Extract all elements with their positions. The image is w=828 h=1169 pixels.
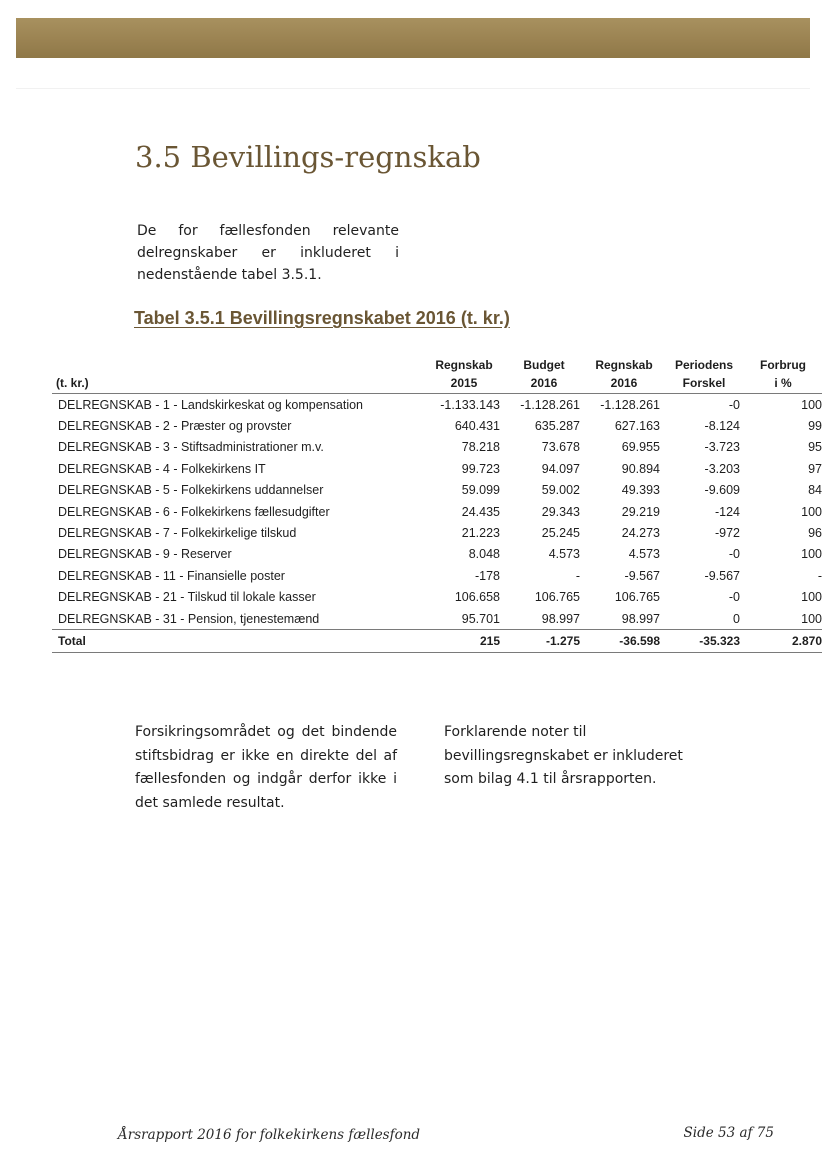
cell-forbrug: 99 [808,419,822,434]
cell-forskel: -9.609 [704,483,740,498]
row-label: DELREGNSKAB - 3 - Stiftsadministrationer m.v. [58,440,324,455]
header-unit-label: (t. kr.) [52,372,424,394]
cell-budget-2016: 29.343 [541,504,580,519]
cell-forbrug: 96 [808,526,822,541]
cell-budget-2016: -1.128.261 [520,397,580,412]
cell-forbrug: 97 [808,461,822,476]
header-forskel-line2: Forskel [664,372,744,394]
cell-regnskab-2015: 59.099 [461,483,500,498]
row-label: DELREGNSKAB - 11 - Finansielle poster [58,568,285,583]
header-forskel-line1: Periodens [674,358,734,372]
cell-regnskab-2015: 24.435 [461,504,500,519]
total-forskel: -35.323 [664,630,744,653]
cell-forbrug: 84 [808,483,822,498]
cell-budget-2016: 106.765 [534,590,580,605]
header-divider [16,88,810,89]
cell-regnskab-2015: -178 [474,568,500,583]
cell-forskel: -3.203 [704,461,740,476]
cell-forskel: -3.723 [704,440,740,455]
cell-regnskab-2015: 99.723 [461,461,500,476]
cell-regnskab-2016: -1.128.261 [600,397,660,412]
cell-budget-2016: 4.573 [548,547,580,562]
header-forbrug-line2: i % [744,372,822,394]
table-row [52,458,822,479]
total-regnskab-2016: -36.598 [584,630,664,653]
row-label: DELREGNSKAB - 31 - Pension, tjenestemænd [52,608,424,630]
cell-regnskab-2015: 95.701 [424,608,504,630]
table-row [52,565,822,586]
cell-regnskab-2015: 21.223 [461,526,500,541]
header-forbrug-line1: Forbrug [760,358,806,372]
table-row [52,522,822,543]
cell-budget-2016: - [575,568,580,583]
cell-regnskab-2016: 49.393 [621,483,660,498]
cell-regnskab-2015: 8.048 [468,547,500,562]
cell-regnskab-2016: 98.997 [584,608,664,630]
cell-forskel: -8.124 [704,419,740,434]
cell-budget-2016: 25.245 [541,526,580,541]
header-band [16,18,810,58]
cell-forskel: -9.567 [704,568,740,583]
row-label: DELREGNSKAB - 1 - Landskirkeskat og kompensation [58,397,363,412]
table-row [52,587,822,608]
cell-regnskab-2016: 69.955 [621,440,660,455]
row-label: DELREGNSKAB - 6 - Folkekirkens fællesudgifter [58,504,330,519]
cell-forskel: -0 [728,397,740,412]
table-row [52,415,822,436]
cell-forskel: 0 [664,608,744,630]
table-row [52,501,822,522]
table-row [52,394,822,416]
cell-budget-2016: 59.002 [541,483,580,498]
total-budget-2016: -1.275 [504,630,584,653]
row-label: DELREGNSKAB - 5 - Folkekirkens uddannelser [58,483,324,498]
table-row [52,480,822,501]
cell-forskel: -124 [714,504,740,519]
table-row [52,437,822,458]
cell-forbrug: 100 [744,608,822,630]
header-row-2 [52,372,822,394]
cell-regnskab-2016: 4.573 [628,547,660,562]
cell-regnskab-2016: 106.765 [614,590,660,605]
header-budget-2016-line2: 2016 [504,372,584,394]
cell-budget-2016: 94.097 [541,461,580,476]
header-row-1 [52,350,822,372]
cell-budget-2016: 73.678 [541,440,580,455]
cell-forskel: -0 [728,590,740,605]
cell-forbrug: - [817,568,822,583]
row-label: DELREGNSKAB - 9 - Reserver [58,547,232,562]
total-row [52,630,822,653]
cell-forskel: -0 [728,547,740,562]
intro-paragraph: De for fællesfonden relevante delregnskaber er inkluderet i nedenstående tabel 3.5.1. [137,223,399,283]
cell-budget-2016: 98.997 [504,608,584,630]
table-row [52,544,822,565]
table-caption: Tabel 3.5.1 Bevillingsregnskabet 2016 (t. kr.) [134,308,510,328]
cell-forbrug: 100 [801,504,822,519]
cell-forbrug: 100 [801,590,822,605]
section-title: 3.5 Bevillings-regnskab [135,140,481,174]
note-left-paragraph: Forsikringsområdet og det bindende stiftsbidrag er ikke en direkte del af fællesfonden og indgår derfor ikke i det samlede resultat. [135,724,397,811]
cell-budget-2016: 635.287 [534,419,580,434]
header-empty [52,350,424,372]
header-regnskab-2016-line1: Regnskab [595,358,653,372]
row-label: DELREGNSKAB - 7 - Folkekirkelige tilskud [58,526,297,541]
cell-forskel: -972 [714,526,740,541]
cell-regnskab-2016: 29.219 [621,504,660,519]
cell-regnskab-2016: 90.894 [621,461,660,476]
total-regnskab-2015: 215 [424,630,504,653]
total-label: Total [52,630,424,653]
footer-report-title: Årsrapport 2016 for folkekirkens fællesfond [118,1127,421,1143]
cell-regnskab-2016: 24.273 [621,526,660,541]
cell-regnskab-2016: 627.163 [614,419,660,434]
note-right-paragraph: Forklarende noter til bevillingsregnskabet er inkluderet som bilag 4.1 til årsrapporten. [444,724,683,787]
cell-regnskab-2015: -1.133.143 [440,397,500,412]
header-budget-2016-line1: Budget [523,358,565,372]
cell-forbrug: 100 [801,547,822,562]
footer-page-number: Side 53 af 75 [683,1125,774,1141]
cell-forbrug: 95 [808,440,822,455]
cell-forbrug: 100 [801,397,822,412]
cell-regnskab-2015: 106.658 [454,590,500,605]
cell-regnskab-2015: 78.218 [461,440,500,455]
appropriation-table [52,350,822,653]
cell-regnskab-2015: 640.431 [454,419,500,434]
row-label: DELREGNSKAB - 4 - Folkekirkens IT [58,461,266,476]
header-regnskab-2015-line1: Regnskab [435,358,493,372]
header-regnskab-2016-line2: 2016 [584,372,664,394]
table-row [52,608,822,630]
header-regnskab-2015-line2: 2015 [424,372,504,394]
row-label: DELREGNSKAB - 2 - Præster og provster [58,419,292,434]
total-forbrug: 2.870 [744,630,822,653]
cell-regnskab-2016: -9.567 [624,568,660,583]
row-label: DELREGNSKAB - 21 - Tilskud til lokale kasser [58,590,316,605]
